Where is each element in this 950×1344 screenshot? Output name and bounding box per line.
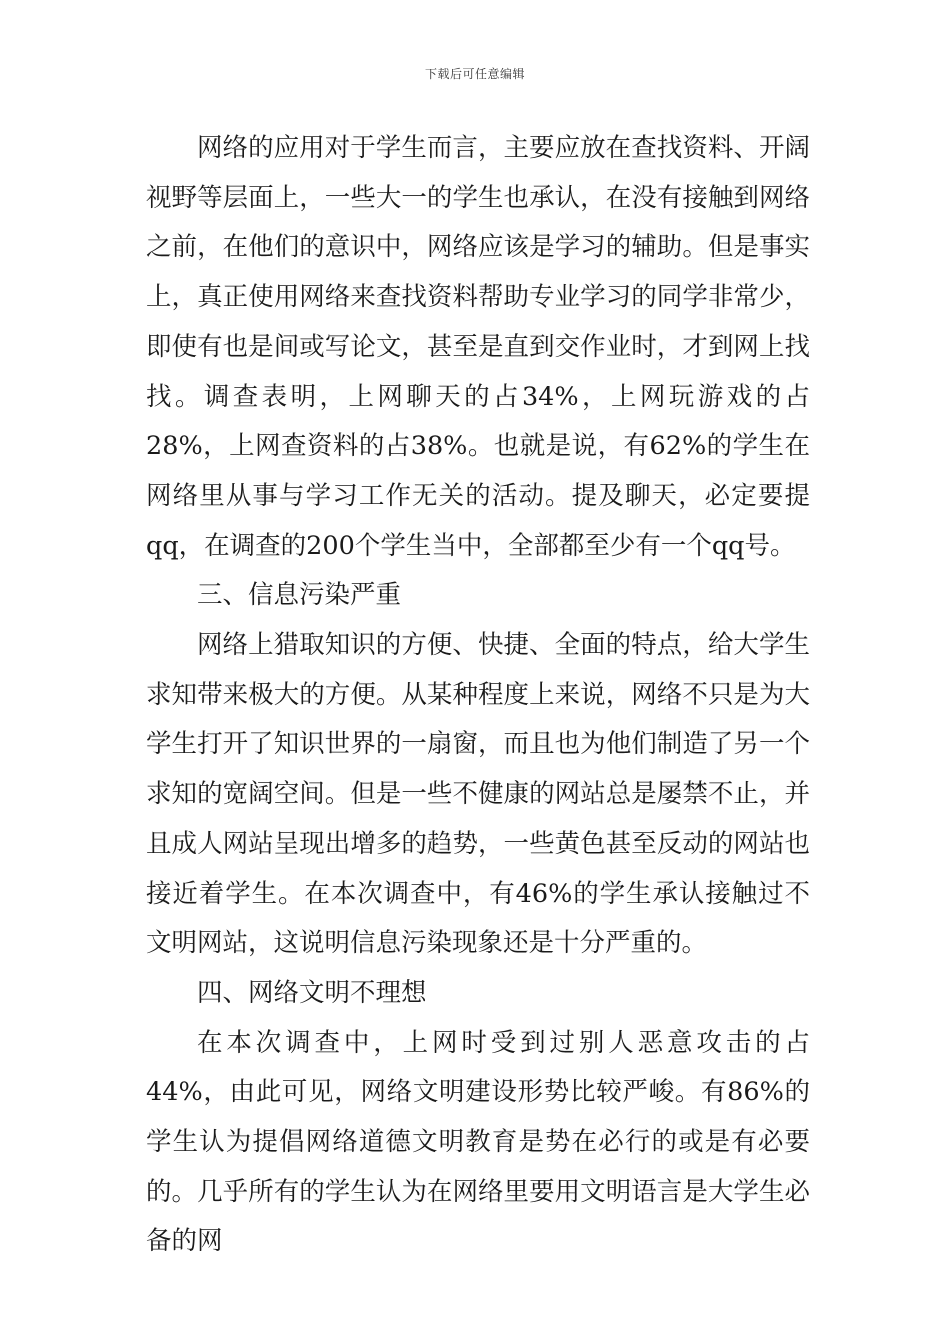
page-header-note: 下载后可任意编辑 (424, 67, 525, 81)
paragraph-info-pollution: 网络上猎取知识的方便、快捷、全面的特点，给大学生求知带来极大的方便。从某种程度上来说，网络不只是为大学生打开了知识世界的一扇窗，而且也为他们制造了另一个求知的宽阔空间。但是一些不健康的网站总是屡禁不止，并且成人网站呈现出增多的趋势，一些黄色甚至反动的网站也接近着学生。在本次调查中，有46%的学生承认接触过不文明网站，这说明信息污染现象还是十分严重的。 (146, 630, 810, 959)
document-body (146, 124, 810, 1267)
section-heading-info-pollution: 三、信息污染严重 (197, 580, 402, 611)
paragraph-internet-use: 网络的应用对于学生而言，主要应放在查找资料、开阔视野等层面上，一些大一的学生也承认，在没有接触到网络之前，在他们的意识中，网络应该是学习的辅助。但是事实上，真正使用网络来查找资料帮助专业学习的同学非常少，即使有也是间或写论文，甚至是直到交作业时，才到网上找找。调查表明，上网聊天的占34%，上网玩游戏的占28%，上网查资料的占38%。也就是说，有62%的学生在网络里从事与学习工作无关的活动。提及聊天，必定要提qq，在调查的200个学生当中，全部都至少有一个qq号。 (146, 133, 810, 561)
section-heading-network-civility: 四、网络文明不理想 (197, 977, 427, 1008)
paragraph-network-civility: 在本次调查中，上网时受到过别人恶意攻击的占44%，由此可见，网络文明建设形势比较严峻。有86%的学生认为提倡网络道德文明教育是势在必行的或是有必要的。几乎所有的学生认为在网络里要用文明语言是大学生必备的网 (146, 1027, 810, 1257)
